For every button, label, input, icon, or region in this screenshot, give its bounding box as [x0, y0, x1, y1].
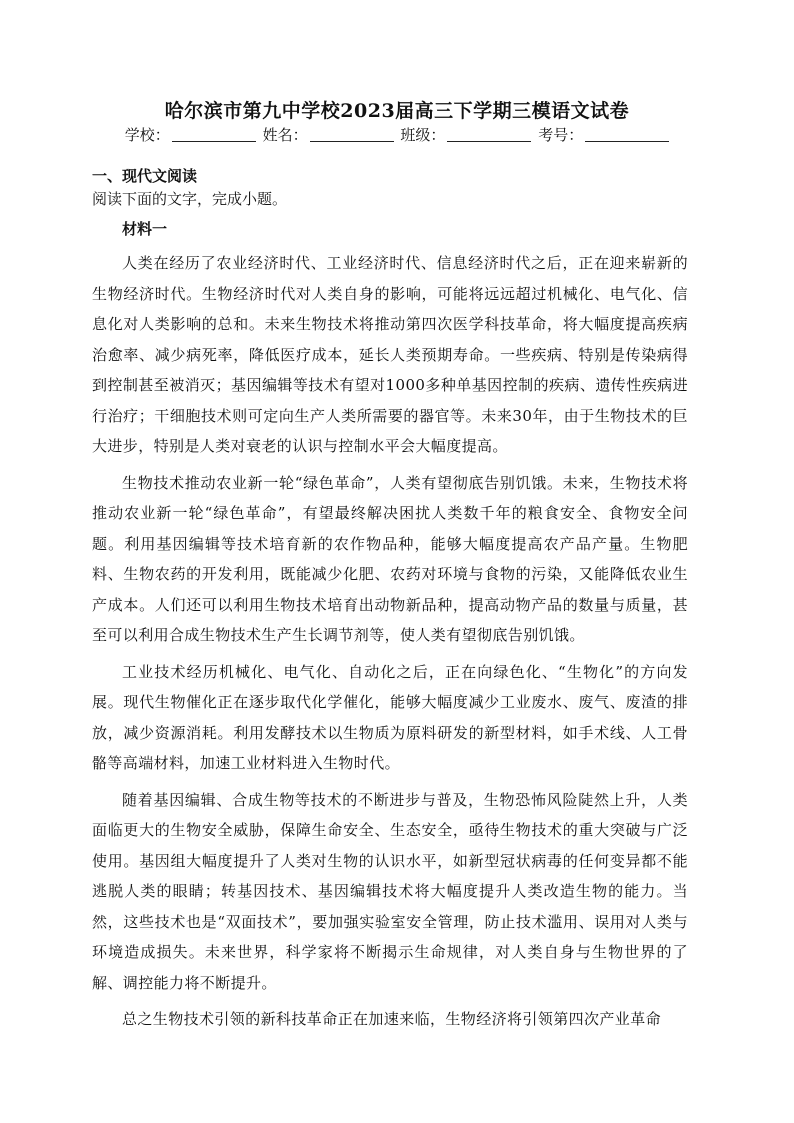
school-field — [125, 124, 256, 145]
passage-paragraph: 人类在经历了农业经济时代、工业经济时代、信息经济时代之后，正在迎来崭新的生物经济时代。生物经济时代对人类自身的影响，可能将远远超过机械化、电气化、信息化对人类影响的总和。未来生物技术将推动第四次医学科技革命，将大幅度提高疾病治愈率、减少病死率，降低医疗成本，延长人类预期寿命。一些疾病、特别是传染病得到控制甚至被消灭；基因编辑等技术有望对1000多种单基因控制的疾病、遗传性疾病进行治疗；干细胞技术则可定向生产人类所需要的器官等。未来30年，由于生物技术的巨大进步，特别是人类对衰老的认识与控制水平会大幅度提高。 — [92, 254, 688, 455]
passage-paragraph: 生物技术推动农业新一轮“绿色革命”，人类有望彻底告别饥饿。未来，生物技术将推动农业新一轮“绿色革命”，有望最终解决困扰人类数千年的粮食安全、食物安全问题。利用基因编辑等技术培育新的农作物品种，能够大幅度提高农产品产量。生物肥料、生物农药的开发利用，既能减少化肥、农药对环境与食物的污染，又能降低农业生产成本。人们还可以利用生物技术培育出动物新品种，提高动物产品的数量与质量，甚至可以利用合成生物技术生产生长调节剂等，使人类有望彻底告别饥饿。 — [92, 473, 688, 644]
passage-paragraph: 总之生物技术引领的新科技革命正在加速来临，生物经济将引领第四次产业革命 — [122, 1010, 662, 1028]
name-field — [263, 124, 394, 145]
document-title: 哈尔滨市第九中学校2023届高三下学期三模语文试卷 — [164, 100, 630, 122]
passage-paragraph: 随着基因编辑、合成生物等技术的不断进步与普及，生物恐怖风险陡然上升，人类面临更大的生物安全威胁，保障生命安全、生态安全，亟待生物技术的重大突破与广泛使用。基因组大幅度提升了人类对生物的认识水平，如新型冠状病毒的任何变异都不能逃脱人类的眼睛；转基因技术、基因编辑技术将大幅度提升人类改造生物的能力。当然，这些技术也是“双面技术”，要加强实验室安全管理，防止技术滥用、误用对人类与环境造成损失。未来世界，科学家将不断揭示生命规律，对人类自身与生物世界的了解、调控能力将不断提升。 — [92, 790, 688, 992]
class-label: 班级： — [400, 126, 446, 144]
class-blank — [447, 127, 531, 142]
name-label: 姓名： — [262, 126, 308, 144]
exam-no-blank — [585, 127, 669, 142]
passage-paragraph: 工业技术经历机械化、电气化、自动化之后，正在向绿色化、“生物化”的方向发展。现代生物催化正在逐步取代化学催化，能够大幅度减少工业废水、废气、废渣的排放，减少资源消耗。利用发酵技术以生物质为原料研发的新型材料，如手术线、人工骨骼等高端材料，加速工业材料进入生物时代。 — [92, 662, 688, 772]
school-label: 学校： — [124, 126, 170, 144]
student-info-line — [0, 124, 794, 145]
class-field — [400, 124, 531, 145]
name-blank — [310, 127, 394, 142]
school-blank — [172, 127, 256, 142]
reading-instruction: 阅读下面的文字，完成小题。 — [92, 190, 288, 208]
exam-no-field — [538, 124, 669, 145]
section-heading: 一、现代文阅读 — [92, 167, 198, 185]
exam-no-label: 考号： — [538, 126, 584, 144]
passage-body — [92, 248, 688, 1041]
material-label: 材料一 — [122, 220, 168, 238]
